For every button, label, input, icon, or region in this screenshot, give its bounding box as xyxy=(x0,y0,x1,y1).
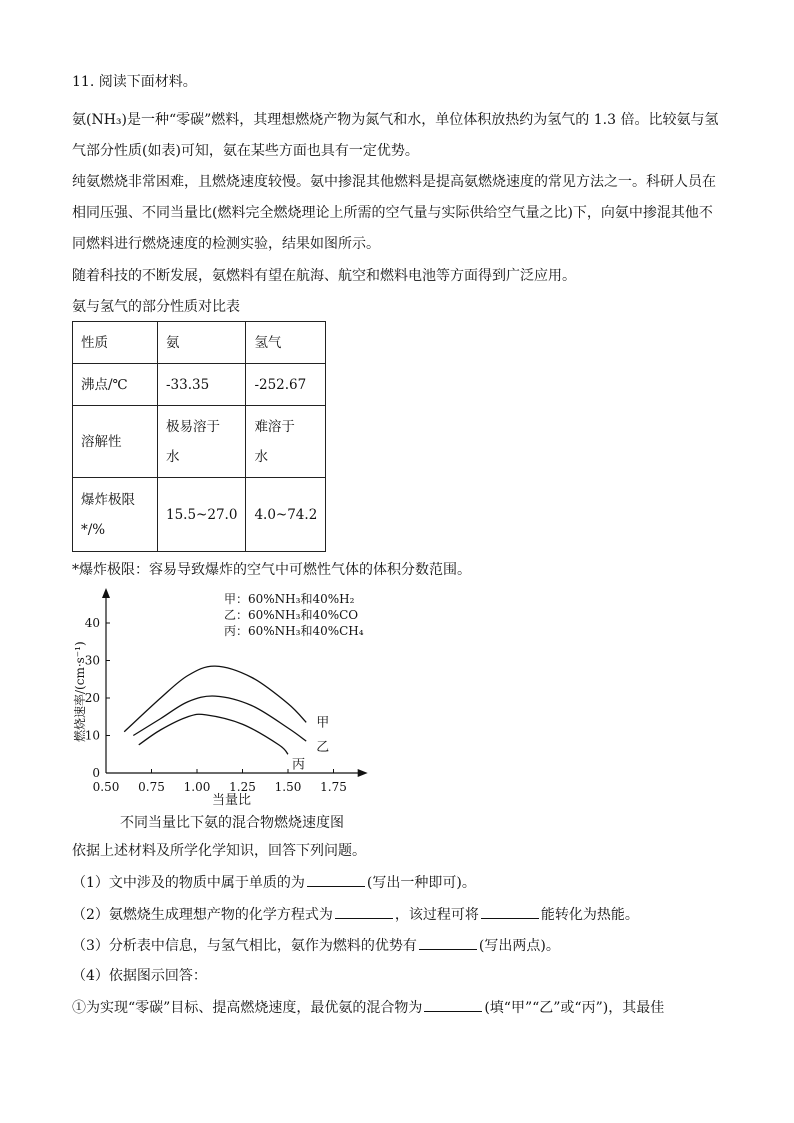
table-cell-line: 爆炸极限 xyxy=(81,491,135,508)
table-cell-line: 极易溶于 xyxy=(166,418,220,435)
series-label-2: 乙 xyxy=(316,740,330,756)
answer-blank-3[interactable] xyxy=(419,935,477,950)
answer-blank-4-1[interactable] xyxy=(424,997,482,1012)
answer-blank-2b[interactable] xyxy=(481,904,539,919)
question-1-suffix: (写出一种即可)。 xyxy=(366,875,476,891)
paragraph-line-5: 同燃料进行燃烧速度的检测实验，结果如图所示。 xyxy=(72,236,380,252)
y-tick-label: 0 xyxy=(92,766,100,780)
table-cell-line: */% xyxy=(81,521,106,538)
y-tick-label: 30 xyxy=(84,653,100,668)
question-3-suffix: (写出两点)。 xyxy=(478,938,560,954)
combustion-speed-chart xyxy=(60,582,400,807)
table-cell: 沸点/℃ xyxy=(73,364,158,406)
y-tick-label: 40 xyxy=(84,616,100,630)
table-header-cell: 性质 xyxy=(73,322,158,364)
y-tick-label: 20 xyxy=(84,691,100,705)
question-2 xyxy=(72,904,639,925)
series-label-1: 甲 xyxy=(316,715,330,731)
legend-entry: 乙：60%NH₃和40%CO xyxy=(224,608,359,622)
series-curve-2 xyxy=(133,696,306,741)
table-cell xyxy=(158,406,246,478)
x-tick-label: 1.25 xyxy=(229,780,256,794)
table-cell: 溶解性 xyxy=(73,406,158,478)
answer-blank-2a[interactable] xyxy=(335,904,393,919)
question-3-text: （3）分析表中信息，与氢气相比，氨作为燃料的优势有 xyxy=(72,938,417,954)
table-caption: 氨与氢气的部分性质对比表 xyxy=(72,299,240,315)
table-header-cell: 氢气 xyxy=(246,322,326,364)
table-cell-line: 难溶于 xyxy=(254,418,295,435)
question-1-text: （1）文中涉及的物质中属于单质的为 xyxy=(72,875,305,891)
x-tick-label: 1.00 xyxy=(183,780,211,794)
paragraph-line-1: 氨(NH₃)是一种“零碳”燃料，其理想燃烧产物为氮气和水，单位体积放热约为氢气的 1.3 倍。比较氨与氢 xyxy=(72,112,719,128)
table-cell-line: 水 xyxy=(254,448,268,465)
question-4-1-text: ①为实现“零碳”目标、提高燃烧速度，最优氨的混合物为 xyxy=(72,1000,423,1016)
series-label-3: 丙 xyxy=(292,757,306,773)
table-cell: 15.5~27.0 xyxy=(158,478,246,552)
table-header-cell: 氨 xyxy=(158,322,246,364)
table-cell: -33.35 xyxy=(158,364,246,406)
answer-blank-1[interactable] xyxy=(307,872,365,887)
table-row xyxy=(73,406,326,478)
chart-curves xyxy=(124,666,306,754)
chart-caption: 不同当量比下氨的混合物燃烧速度图 xyxy=(120,815,344,831)
chart-ticks xyxy=(85,616,347,794)
paragraph-line-2: 气部分性质(如表)可知，氨在某些方面也具有一定优势。 xyxy=(72,143,419,159)
question-3 xyxy=(72,935,560,956)
question-4-1-suffix: (填“甲”“乙”或“丙”)，其最佳 xyxy=(484,1000,665,1016)
table-cell: -252.67 xyxy=(246,364,326,406)
x-tick-label: 1.75 xyxy=(320,780,347,794)
question-4: （4）依据图示回答： xyxy=(72,968,207,984)
property-table xyxy=(72,321,326,552)
table-cell xyxy=(246,406,326,478)
question-1 xyxy=(72,872,476,893)
y-axis-arrow xyxy=(102,588,110,598)
question-2-text: （2）氨燃烧生成理想产物的化学方程式为 xyxy=(72,907,333,923)
table-cell-line: 水 xyxy=(166,448,180,465)
table-note: *爆炸极限：容易导致爆炸的空气中可燃性气体的体积分数范围。 xyxy=(72,562,471,578)
series-curve-3 xyxy=(139,714,288,754)
legend-entry: 甲：60%NH₃和40%H₂ xyxy=(224,592,355,606)
table-cell xyxy=(73,478,158,552)
y-tick-label: 10 xyxy=(84,728,100,743)
table-row xyxy=(73,364,326,406)
x-axis-label: 当量比 xyxy=(212,793,252,807)
paragraph-line-6: 随着科技的不断发展，氨燃料有望在航海、航空和燃料电池等方面得到广泛应用。 xyxy=(72,268,576,284)
question-2-middle: ，该过程可将 xyxy=(394,907,479,923)
legend-entry: 丙：60%NH₃和40%CH₄ xyxy=(224,624,364,638)
x-axis-arrow xyxy=(358,769,368,777)
table-cell: 4.0~74.2 xyxy=(246,478,326,552)
table-row xyxy=(73,478,326,552)
questions-intro: 依据上述材料及所学化学知识，回答下列问题。 xyxy=(72,843,366,859)
question-2-suffix: 能转化为热能。 xyxy=(540,907,639,923)
question-number: 11. 阅读下面材料。 xyxy=(72,74,197,90)
table-header-row xyxy=(73,322,326,364)
y-axis-label: 燃烧速率/(cm·s⁻¹) xyxy=(73,641,87,742)
x-tick-label: 0.50 xyxy=(92,780,120,794)
question-4-1 xyxy=(72,997,664,1018)
chart-labels xyxy=(292,715,329,772)
x-tick-label: 1.50 xyxy=(274,780,302,794)
paragraph-line-4: 相同压强、不同当量比(燃料完全燃烧理论上所需的空气量与实际供给空气量之比)下，向氨中掺混其他不 xyxy=(72,205,713,221)
x-tick-label: 0.75 xyxy=(138,780,165,794)
paragraph-line-3: 纯氨燃烧非常困难，且燃烧速度较慢。氨中掺混其他燃料是提高氨燃烧速度的常见方法之一。科研人员在 xyxy=(72,174,716,190)
